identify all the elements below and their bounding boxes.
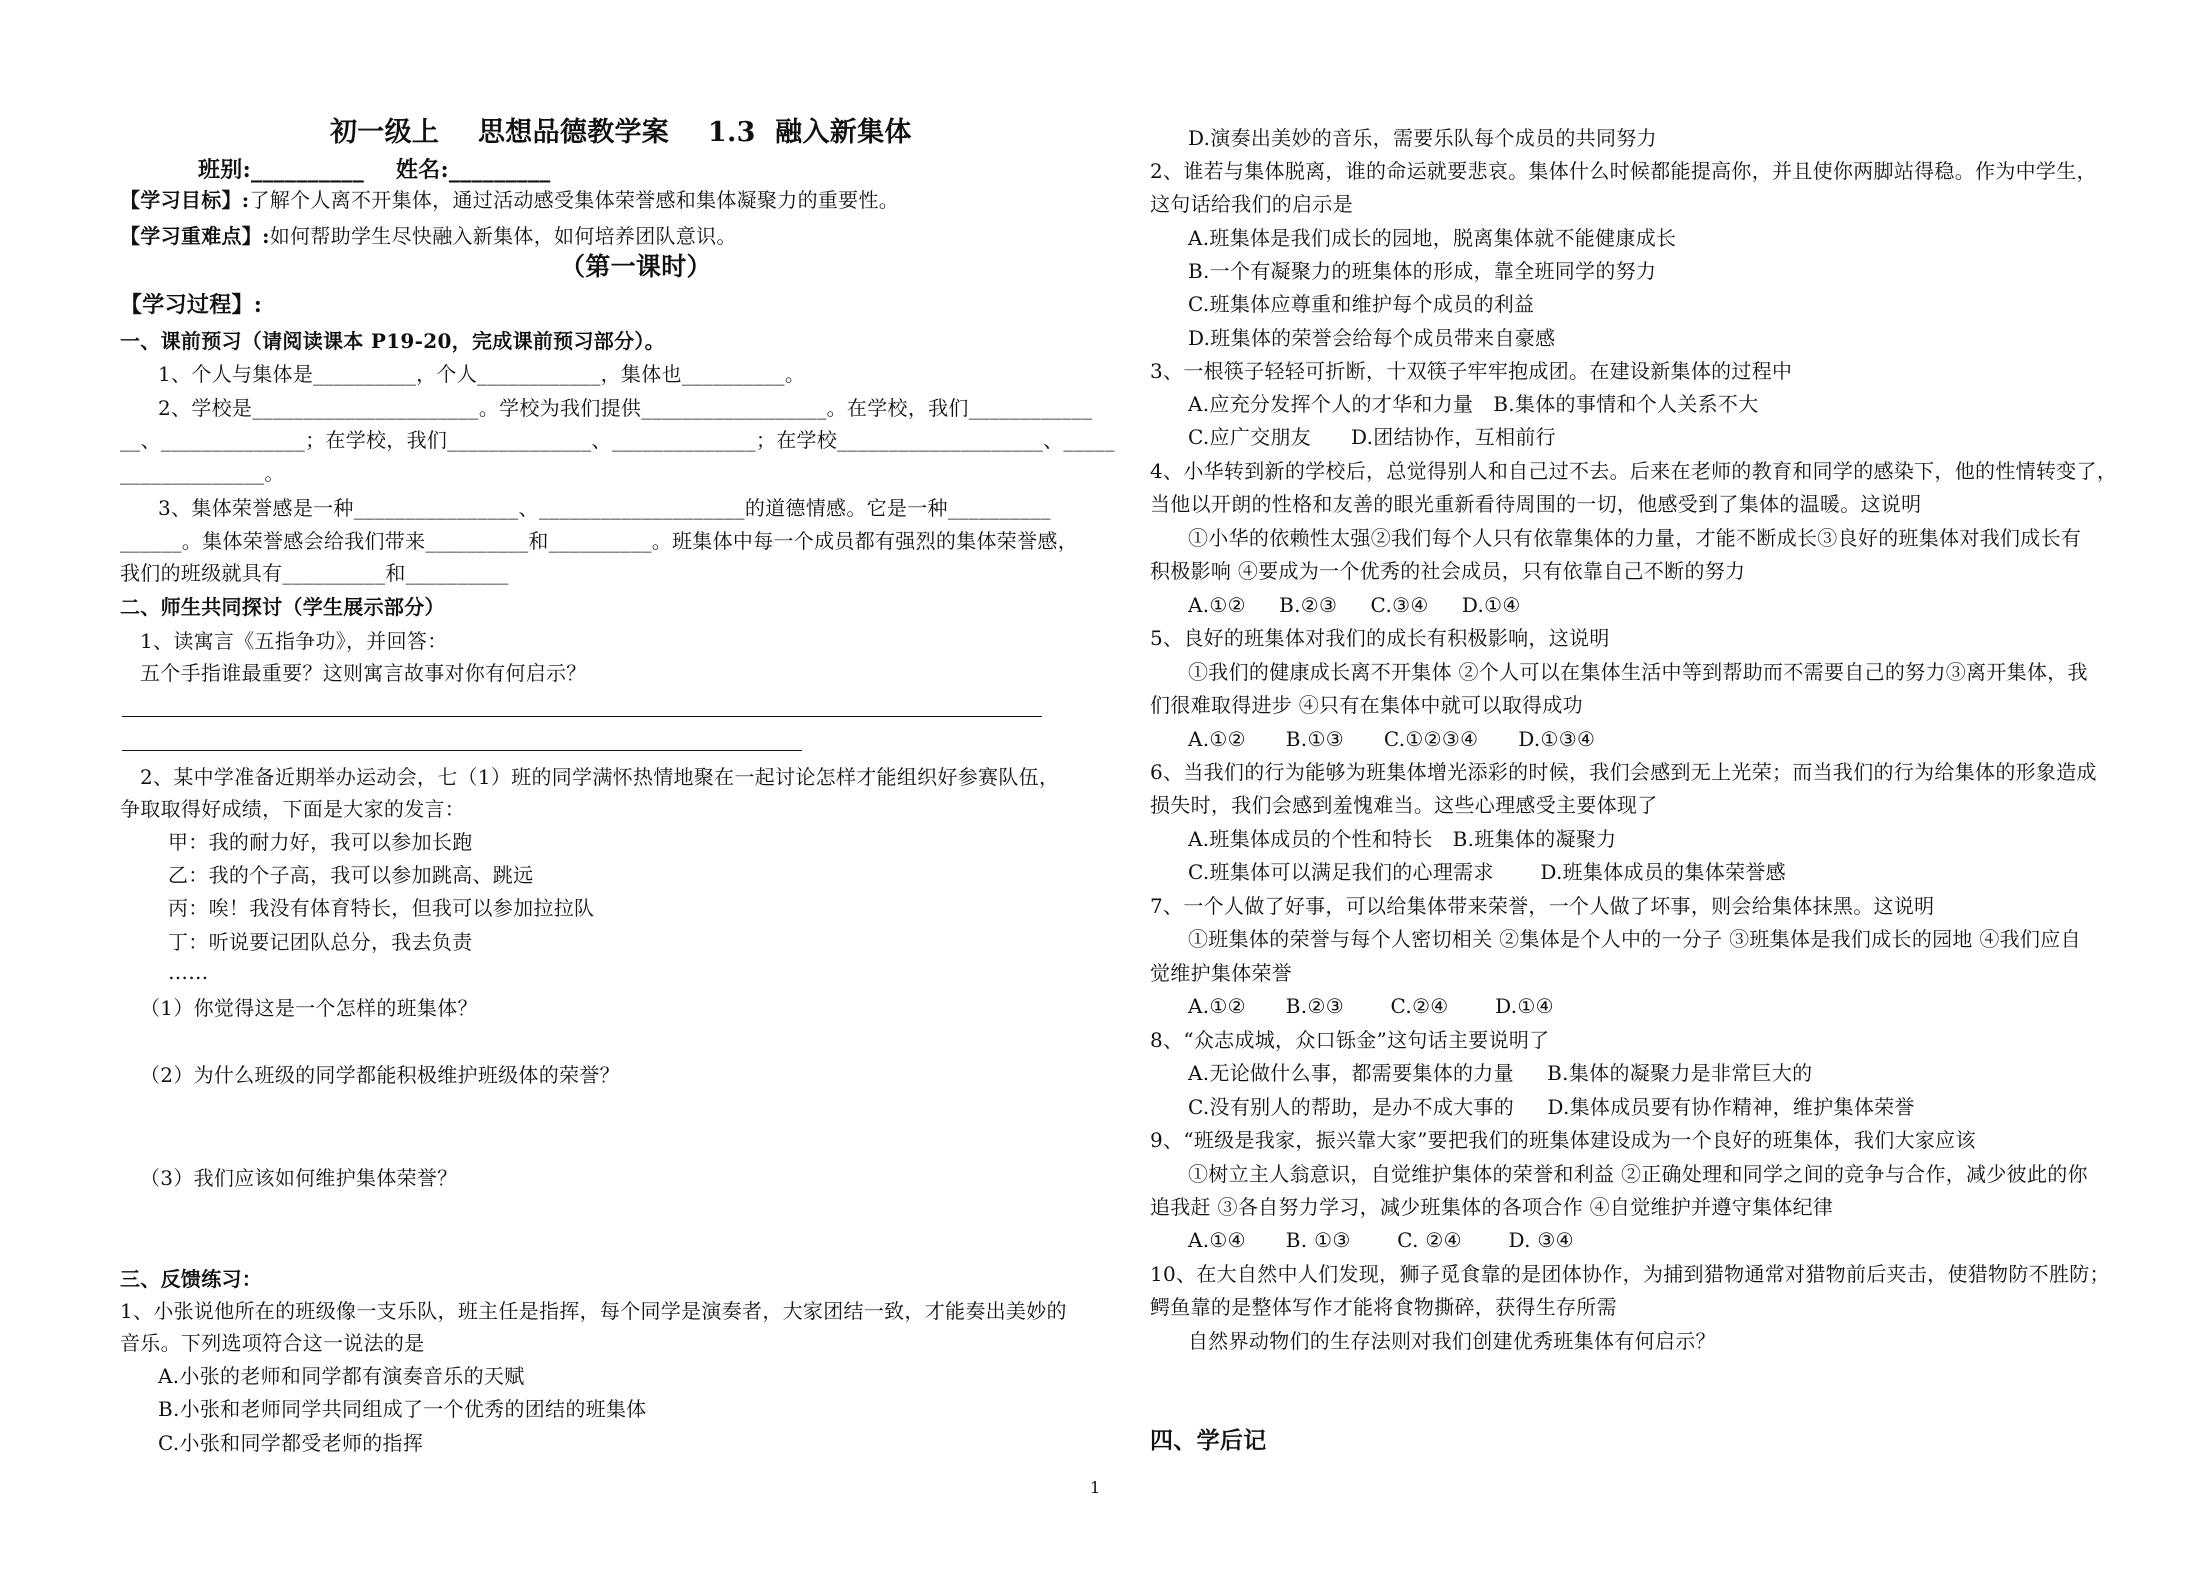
lesson-label: （第一课时） [560,252,712,281]
goal-label: 【学习目标】: [120,188,250,212]
s1-q3b: ______。集体荣誉感会给我们带来__________和__________。班集体中每一个成员都有强烈的集体荣誉感， [120,529,1078,553]
r-line-25: ①班集体的荣誉与每个人密切相关 ②集体是个人中的一分子 ③班集体是我们成长的园地 ④我们应自 [1188,927,2081,951]
key-points [120,221,737,251]
r-line-16: 5、良好的班集体对我们的成长有积极影响，这说明 [1150,626,1610,650]
speaker-ding: 丁：听说要记团队总分，我去负责 [168,930,473,954]
section2-title: 二、师生共同探讨（学生展示部分） [120,595,445,619]
s3-q1-option-b: B.小张和老师同学共同组成了一个优秀的团结的班集体 [158,1397,647,1421]
r-line-36: 鳄鱼靠的是整体写作才能将食物撕碎，获得生存所需 [1150,1295,1617,1319]
r-line-19: A.①② B.①③ C.①②③④ D.①③④ [1188,727,1596,751]
r-line-8: 3、一根筷子轻轻可折断，十双筷子牢牢抱成团。在建设新集体的过程中 [1150,359,1793,383]
s2-sub3: （3）我们应该如何维护集体荣誉？ [140,1166,458,1190]
key-text: 如何帮助学生尽快融入新集体，如何培养团队意识。 [269,224,737,248]
page-number: 1 [1090,1478,1101,1497]
s1-q3a: 3、集体荣誉感是一种________________、____________________的道德情感。它是一种__________ [158,496,1051,520]
r-line-11: 4、小华转到新的学校后，总觉得别人和自己过不去。后来在老师的教育和同学的感染下，他的性情转变了， [1150,459,2118,483]
s1-q3c: 我们的班级就具有__________和__________ [120,561,509,585]
s1-q2b: __、______________；在学校，我们______________、______________；在学校____________________、_____ [120,428,1115,452]
r-line-35: 10、在大自然中人们发现，狮子觅食靠的是团体协作，为捕到猎物通常对猎物前后夹击，使猎物防不胜防； [1150,1262,2110,1286]
r-line-32: ①树立主人翁意识，自觉维护集体的荣誉和利益 ②正确处理和同学之间的竞争与合作，减少彼此的你 [1188,1162,2088,1186]
r-line-20: 6、当我们的行为能够为班集体增光添彩的时候，我们会感到无上光荣；而当我们的行为给集体的形象造成 [1150,760,2097,784]
s1-q1: 1、个人与集体是__________，个人____________，集体也__________。 [158,362,806,386]
r-line-14: 积极影响 ④要成为一个优秀的社会成员，只有依靠自己不断的努力 [1150,559,1746,583]
s1-q2a: 2、学校是______________________。学校为我们提供__________________。在学校，我们____________ [158,396,1093,420]
s2-q2a: 2、某中学准备近期举办运动会，七（1）班的同学满怀热情地聚在一起讨论怎样才能组织好参赛队伍， [140,765,1060,789]
r-line-29: A.无论做什么事，都需要集体的力量 B.集体的凝聚力是非常巨大的 [1188,1061,1813,1085]
r-line-22: A.班集体成员的个性和特长 B.班集体的凝聚力 [1188,827,1617,851]
r-line-28: 8、“众志成城，众口铄金”这句话主要说明了 [1150,1028,1550,1052]
answer-line [122,750,802,751]
r-line-33: 追我赶 ③各自努力学习，减少班集体的各项合作 ④自觉维护并遵守集体纪律 [1150,1195,1834,1219]
goal-text: 了解个人离不开集体，通过活动感受集体荣誉感和集体凝聚力的重要性。 [249,188,900,212]
r-line-12: 当他以开朗的性格和友善的眼光重新看待周围的一切，他感受到了集体的温暖。这说明 [1150,492,1922,516]
s2-q1: 1、读寓言《五指争功》，并回答： [140,629,448,653]
key-label: 【学习重难点】: [120,224,270,248]
s3-q1b: 音乐。下列选项符合这一说法的是 [120,1331,425,1355]
r-line-30: C.没有别人的帮助，是办不成大事的 D.集体成员要有协作精神，维护集体荣誉 [1188,1095,1915,1119]
r-line-7: D.班集体的荣誉会给每个成员带来自豪感 [1188,326,1556,350]
r-line-21: 损失时，我们会感到羞愧难当。这些心理感受主要体现了 [1150,793,1658,817]
s1-q2c: ______________。 [120,461,285,485]
ellipsis: …… [168,960,209,984]
r-line-2: 2、谁若与集体脱离，谁的命运就要悲哀。集体什么时候都能提高你，并且使你两脚站得稳。作为中学生， [1150,159,2097,183]
r-line-10: C.应广交朋友 D.团结协作，互相前行 [1188,425,1556,449]
class-name-line: 班别:__________ 姓名:_________ [198,157,551,183]
s2-sub1: （1）你觉得这是一个怎样的班集体？ [140,996,478,1020]
r-line-23: C.班集体可以满足我们的心理需求 D.班集体成员的集体荣誉感 [1188,860,1786,884]
r-line-26: 觉维护集体荣誉 [1150,961,1293,985]
r-line-17: ①我们的健康成长离不开集体 ②个人可以在集体生活中等到帮助而不需要自己的努力③离开集体，我 [1188,660,2088,684]
learning-goal [120,185,899,215]
r-line-9: A.应充分发挥个人的才华和力量 B.集体的事情和个人关系不大 [1188,392,1759,416]
r-line-6: C.班集体应尊重和维护每个成员的利益 [1188,292,1535,316]
r-line-34: A.①④ B. ①③ C. ②④ D. ③④ [1188,1228,1574,1252]
section3-title: 三、反馈练习： [120,1267,263,1291]
r-line-37: 自然界动物们的生存法则对我们创建优秀班集体有何启示？ [1188,1329,1716,1353]
s3-q1-option-a: A.小张的老师和同学都有演奏音乐的天赋 [158,1364,525,1388]
s3-q1a: 1、小张说他所在的班级像一支乐队，班主任是指挥，每个同学是演奏者，大家团结一致，才能奏出美妙的 [120,1299,1067,1323]
s2-q2b: 争取取得好成绩，下面是大家的发言： [120,797,466,821]
r-line-24: 7、一个人做了好事，可以给集体带来荣誉，一个人做了坏事，则会给集体抹黑。这说明 [1150,894,1935,918]
speaker-bing: 丙：唉！我没有体育特长，但我可以参加拉拉队 [168,896,595,920]
answer-line [122,716,1042,717]
r-line-27: A.①② B.②③ C.②④ D.①④ [1188,994,1554,1018]
s3-q1-option-c: C.小张和同学都受老师的指挥 [158,1431,424,1455]
r-line-15: A.①② B.②③ C.③④ D.①④ [1188,593,1521,617]
r-line-5: B.一个有凝聚力的班集体的形成，靠全班同学的努力 [1188,259,1657,283]
r-line-31: 9、“班级是我家，振兴靠大家”要把我们的班集体建设成为一个良好的班集体，我们大家应该 [1150,1128,1976,1152]
page-title: 初一级上 思想品德教学案 1.3 融入新集体 [330,117,912,148]
s2-sub2: （2）为什么班级的同学都能积极维护班级体的荣誉？ [140,1063,620,1087]
speaker-jia: 甲：我的耐力好，我可以参加长跑 [168,830,473,854]
r-line-4: A.班集体是我们成长的园地，脱离集体就不能健康成长 [1188,226,1677,250]
speaker-yi: 乙：我的个子高，我可以参加跳高、跳远 [168,863,534,887]
section1-title: 一、课前预习（请阅读课本 P19-20，完成课前预习部分）。 [120,329,665,353]
r-line-18: 们很难取得进步 ④只有在集体中就可以取得成功 [1150,693,1583,717]
section4-title: 四、学后记 [1150,1427,1267,1454]
r-line-3: 这句话给我们的启示是 [1150,192,1353,216]
r-line-1: D.演奏出美妙的音乐，需要乐队每个成员的共同努力 [1188,126,1657,150]
process-heading: 【学习过程】: [120,292,263,318]
r-line-13: ①小华的依赖性太强②我们每个人只有依靠集体的力量，才能不断成长③良好的班集体对我们成长有 [1188,526,2082,550]
s2-q1b: 五个手指谁最重要？这则寓言故事对你有何启示？ [140,661,587,685]
